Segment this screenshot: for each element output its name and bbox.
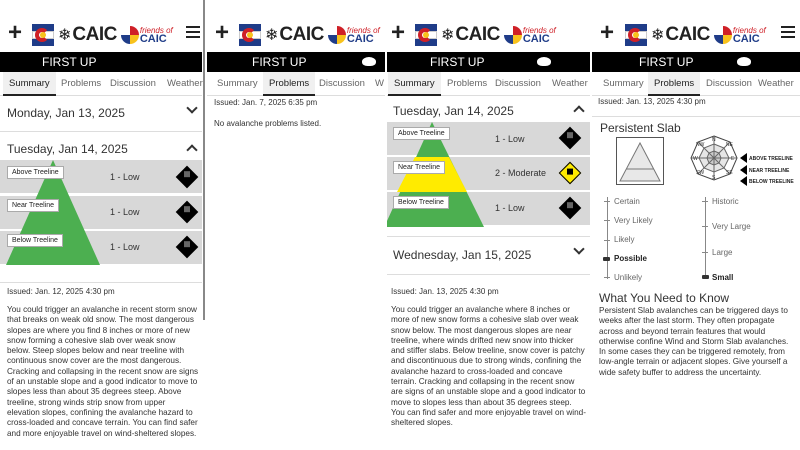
day-label: Tuesday, Jan 14, 2025 xyxy=(393,104,514,118)
divider xyxy=(387,274,590,275)
tab-summary[interactable]: Summary xyxy=(603,78,644,89)
divider xyxy=(0,282,202,283)
day-header-tue[interactable] xyxy=(0,134,202,160)
caic-wordmark: CAIC xyxy=(279,24,324,45)
need-to-know-text: Persistent Slab avalanches can be triggered days to weeks after the last storm. They often propagate across and beyond terrain features that would otherwise confine Wind and Storm Slab avalanches. In some cases they can be triggered remotely, from low-angle terrain or adjacent slopes. Give yourself a wide safety buffer to address the uncertainty. xyxy=(599,306,789,377)
divider xyxy=(0,131,202,132)
tab-summary[interactable]: Summary xyxy=(217,78,258,89)
menu-icon[interactable] xyxy=(186,26,200,38)
top-nav xyxy=(592,0,800,52)
mountain-icon xyxy=(362,57,376,66)
chevron-up-icon[interactable] xyxy=(573,105,584,116)
friends-logo-text: friends of CAIC xyxy=(732,26,766,45)
rose-dir: E xyxy=(731,156,735,162)
row-label: Above Treeline xyxy=(393,127,450,140)
row-label: Near Treeline xyxy=(393,161,445,174)
issued-date: Issued: Jan. 12, 2025 4:30 pm xyxy=(7,287,115,296)
legend-below: BELOW TREELINE xyxy=(749,179,794,185)
rating-text: 1 - Low xyxy=(495,203,525,213)
row-label: Below Treeline xyxy=(7,234,63,247)
plus-icon[interactable]: + xyxy=(391,19,406,46)
rose-dir: SW xyxy=(696,170,705,176)
day-header-wed[interactable] xyxy=(387,240,590,266)
friends-logo-text: friends of CAIC xyxy=(522,26,556,45)
top-nav xyxy=(0,0,202,52)
colorado-flag-icon xyxy=(239,24,261,46)
menu-icon[interactable] xyxy=(781,26,795,38)
plus-icon[interactable]: + xyxy=(600,19,615,46)
rose-dir: N xyxy=(712,137,716,143)
problem-title: Persistent Slab xyxy=(600,121,681,135)
tab-bar xyxy=(0,72,202,96)
tab-discussion[interactable]: Discussion xyxy=(495,78,541,89)
day-label: Wednesday, Jan 15, 2025 xyxy=(393,248,532,262)
rating-text: 2 - Moderate xyxy=(495,168,547,178)
rating-text: 1 - Low xyxy=(110,207,140,217)
tab-weather[interactable]: W xyxy=(375,78,384,89)
divider xyxy=(387,236,590,237)
caic-wordmark: CAIC xyxy=(665,24,710,45)
rating-text: 1 - Low xyxy=(110,242,140,252)
row-label: Near Treeline xyxy=(7,199,59,212)
day-header-mon[interactable] xyxy=(0,98,202,124)
mountain-icon xyxy=(537,57,551,66)
tab-problems[interactable]: Problems xyxy=(447,78,488,89)
issued-date: Issued: Jan. 13, 2025 4:30 pm xyxy=(391,287,499,296)
friends-of-caic-logo[interactable] xyxy=(504,26,556,44)
tab-discussion[interactable]: Discussion xyxy=(110,78,156,89)
tab-problems[interactable]: Problems xyxy=(263,72,315,96)
section-bar xyxy=(592,52,800,72)
friends-logo-text: friends of CAIC xyxy=(139,26,173,45)
caic-logo[interactable] xyxy=(415,22,556,48)
issued-date: Issued: Jan. 13, 2025 4:30 pm xyxy=(598,97,706,106)
summary-text: You could trigger an avalanche in recent storm snow that breaks on weak old snow. The most dangerous slopes are where you find 8 inches or more of new snow forming a cohesive slab over weak snow below. Steep slopes below and near treeline with continuous snow cover are the most dangerous. Cracking and collapsing in the recent snow are signs of an unstable slope and a good indicator to move to slopes less than about 35 degrees steep. Above treeline, strong winds strip snow from upper elevation slopes, confining the avalanche hazard to cross-loaded and concave terrain. You can find safer and more enjoyable travel on wind-sheltered slopes. xyxy=(7,305,199,438)
tab-weather[interactable]: Weather xyxy=(758,78,794,89)
day-label: Monday, Jan 13, 2025 xyxy=(7,106,125,120)
size-selected: Small xyxy=(712,273,734,282)
chevron-down-icon[interactable] xyxy=(186,102,197,113)
size-marker xyxy=(702,275,709,279)
scrollbar[interactable] xyxy=(203,0,205,320)
day-label: Tuesday, Jan 14, 2025 xyxy=(7,142,128,156)
persistent-slab-icon xyxy=(616,137,664,185)
issued-date: Issued: Jan. 7, 2025 6:35 pm xyxy=(214,98,318,107)
rating-text: 1 - Low xyxy=(495,134,525,144)
friends-logo-icon xyxy=(328,26,346,44)
rose-dir: NW xyxy=(696,142,705,148)
caic-logo[interactable] xyxy=(32,22,173,48)
likelihood-marker xyxy=(603,257,610,261)
caic-logo[interactable] xyxy=(239,22,380,48)
snowflake-icon: ❄ xyxy=(265,27,279,44)
colorado-flag-icon xyxy=(625,24,647,46)
likelihood-level: Likely xyxy=(614,235,635,244)
size-scale-line xyxy=(705,197,706,279)
tab-discussion[interactable]: Discussion xyxy=(706,78,752,89)
colorado-flag-icon xyxy=(32,24,54,46)
section-title: FIRST UP xyxy=(430,55,485,69)
friends-logo-text: friends of CAIC xyxy=(346,26,380,45)
need-to-know-title: What You Need to Know xyxy=(599,291,730,305)
snowflake-icon: ❄ xyxy=(58,27,72,44)
section-bar xyxy=(387,52,590,72)
plus-icon[interactable]: + xyxy=(215,19,230,46)
size-level: Historic xyxy=(712,197,739,206)
legend-near: NEAR TREELINE xyxy=(749,168,790,174)
tab-summary[interactable]: Summary xyxy=(388,72,441,96)
friends-of-caic-logo[interactable] xyxy=(328,26,380,44)
caic-wordmark: CAIC xyxy=(455,24,500,45)
panel-problems-jan7 xyxy=(207,0,385,450)
legend-above: ABOVE TREELINE xyxy=(749,156,793,162)
tab-bar xyxy=(207,72,385,96)
mountain-icon xyxy=(737,57,751,66)
panel-problems-jan13 xyxy=(592,0,800,450)
friends-logo-icon xyxy=(121,26,139,44)
likelihood-level: Certain xyxy=(614,197,640,206)
rose-dir: W xyxy=(693,156,698,162)
tab-problems[interactable]: Problems xyxy=(61,78,102,89)
colorado-flag-icon xyxy=(415,24,437,46)
tab-weather[interactable]: Weather xyxy=(167,78,203,89)
tab-bar xyxy=(387,72,590,96)
caic-wordmark: CAIC xyxy=(72,24,117,45)
tab-discussion[interactable]: Discussion xyxy=(319,78,365,89)
aspect-elevation-rose xyxy=(684,133,794,193)
panel-summary-jan14 xyxy=(387,0,590,450)
caic-logo[interactable] xyxy=(625,22,766,48)
friends-of-caic-logo[interactable] xyxy=(121,26,173,44)
snowflake-icon: ❄ xyxy=(651,27,665,44)
panel-summary-jan13 xyxy=(0,0,202,450)
row-label: Below Treeline xyxy=(393,196,449,209)
friends-logo-icon xyxy=(504,26,522,44)
rose-dir: SE xyxy=(726,170,733,176)
elevation-forecast xyxy=(387,122,590,227)
snowflake-icon: ❄ xyxy=(441,27,455,44)
likelihood-level: Very Likely xyxy=(614,216,653,225)
tab-problems[interactable]: Problems xyxy=(648,72,700,96)
tab-bar xyxy=(592,72,800,96)
section-title: FIRST UP xyxy=(252,55,307,69)
likelihood-scale-line xyxy=(607,197,608,279)
rating-text: 1 - Low xyxy=(110,172,140,182)
tab-weather[interactable]: Weather xyxy=(552,78,588,89)
row-label: Above Treeline xyxy=(7,166,64,179)
chevron-up-icon[interactable] xyxy=(186,144,197,155)
top-nav xyxy=(387,0,590,52)
likelihood-level: Unlikely xyxy=(614,273,643,282)
summary-text: You could trigger an avalanche where 8 inches or more of new snow forms a cohesive slab over weak snow below. The most dangerous slopes are near treeline, where winds drifted new snow into thicker and stiffer slabs. Below treeline, snow cover is patchy and discontinuous due to strong winds, confining the avalanche hazard to cross-loaded and concave terrain. Cracking and collapsing in the recent snow are signs of an unstable slope and a good indicator to move to slopes less than about 35 degrees steep. You can find safer and more enjoyable travel on wind-sheltered slopes. xyxy=(391,305,586,428)
chevron-down-icon[interactable] xyxy=(573,243,584,254)
section-title: FIRST UP xyxy=(42,55,97,69)
tab-summary[interactable]: Summary xyxy=(3,72,56,96)
likelihood-selected: Possible xyxy=(614,254,647,263)
no-problems-text: No avalanche problems listed. xyxy=(214,119,322,128)
plus-icon[interactable]: + xyxy=(8,19,23,46)
section-title: FIRST UP xyxy=(639,55,694,69)
divider xyxy=(592,116,800,117)
friends-of-caic-logo[interactable] xyxy=(714,26,766,44)
friends-logo-icon xyxy=(714,26,732,44)
top-nav xyxy=(207,0,385,52)
size-level: Very Large xyxy=(712,222,751,231)
day-header-tue[interactable] xyxy=(387,96,590,122)
size-level: Large xyxy=(712,248,733,257)
section-bar xyxy=(207,52,385,72)
section-bar xyxy=(0,52,202,72)
elevation-forecast xyxy=(0,160,202,265)
rose-dir: NE xyxy=(726,142,733,148)
rose-dir: S xyxy=(712,175,716,181)
